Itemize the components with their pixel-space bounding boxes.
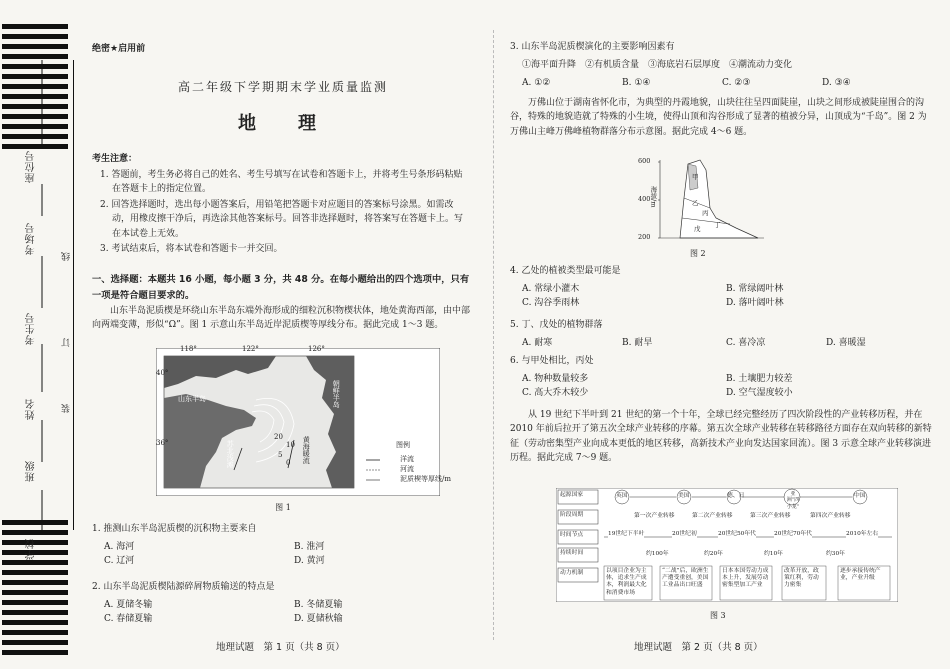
lon-label: 126° — [308, 345, 325, 353]
page-2 — [510, 0, 940, 669]
question-1-options — [104, 540, 484, 569]
duration-label: 约20年 — [704, 551, 723, 557]
figure-2-labels — [640, 158, 770, 244]
duration-label: 约30年 — [826, 551, 845, 557]
question-2-options — [104, 598, 484, 627]
binding-field-class: 班级 — [26, 460, 37, 482]
top-stripes — [2, 24, 68, 154]
page-divider — [493, 30, 494, 640]
section-heading: 一、选择题：本题共 16 小题，每小题 3 分，共 48 分。在每小题给出的四个选项中，只有一项是符合题目要求的。 — [92, 274, 470, 301]
time-label: 20世纪50年代 — [718, 531, 756, 537]
row-label: 阶段周期 — [560, 512, 584, 518]
option[interactable]: A. 海河 — [104, 542, 135, 552]
place-label: 黄海暖流 — [302, 436, 311, 464]
option[interactable]: A. 常绿小灌木 — [522, 284, 580, 294]
question-3-stem: 3. 山东半岛泥质楔演化的主要影响因素有 — [510, 42, 675, 52]
y-tick: 200 — [638, 233, 651, 241]
exam-title: 高二年级下学期期末学业质量监测 — [177, 80, 388, 94]
contour-label: 5 — [278, 451, 283, 459]
country-label: 美国 — [678, 493, 690, 499]
question-5-stem: 5. 丁、戊处的植物群落 — [510, 320, 603, 330]
legend-item: 洋流 — [400, 455, 414, 463]
option[interactable]: D. 落叶阔叶林 — [726, 298, 784, 309]
zone-label: 戊 — [694, 225, 701, 233]
duration-label: 约10年 — [764, 551, 783, 557]
mechanism-text: 逐步承接传统产业，产业升级 — [840, 568, 881, 582]
notice-item: 1. 答题前，考生务必将自己的姓名、考生号填写在试卷和答题卡上，并将考生号条形码粘贴在答题卡上的指定位置。 — [100, 170, 463, 195]
option[interactable]: D. 喜暖湿 — [826, 338, 866, 348]
binding-field-student-id: 考生号 — [26, 312, 37, 345]
zone-label: 乙 — [692, 199, 699, 207]
figure-1-caption: 图 1 — [275, 503, 291, 512]
legend-item: 河流 — [400, 465, 414, 473]
place-label: 朝鲜半岛 — [332, 380, 341, 408]
stage-label: 第四次产业转移 — [810, 513, 851, 519]
country-label: 英国 — [616, 493, 628, 499]
stage-label: 第二次产业转移 — [692, 513, 733, 519]
y-tick: 600 — [638, 157, 651, 165]
intro-paragraph-2: 万佛山位于湖南省怀化市，为典型的丹霞地貌，山块往往呈四面陡崖，山块之间形成被陡崖围合的沟谷，特殊的地貌造就了特殊的小生境，使得山顶和沟谷形成了显著的植被分异，山顶成为“千岛”。图 2 为万佛山主峰万佛峰植物群落分布示意图。据此完成 4～6 题。 — [510, 98, 927, 137]
row-label: 动力机制 — [560, 570, 584, 576]
figure-2-caption: 图 2 — [690, 249, 706, 258]
option[interactable]: A. ①② — [522, 78, 551, 88]
row-label: 时间节点 — [560, 532, 584, 538]
question-5-options — [522, 336, 932, 350]
mechanism-text: 日本本国劳动力成本上升，发展劳动密集型加工产业 — [722, 568, 769, 589]
place-label: 山东半岛 — [178, 395, 206, 403]
lon-label: 122° — [242, 345, 259, 353]
y-axis-label: 海拔/m — [649, 186, 658, 208]
option[interactable]: C. ②③ — [722, 78, 751, 88]
question-6-options — [522, 372, 932, 401]
option[interactable]: B. 耐旱 — [622, 338, 653, 348]
place-label: 苏北浅滩 — [226, 440, 235, 468]
notice-item: 3. 考试结束后，将本试卷和答题卡一并交回。 — [100, 243, 283, 254]
country-label: 亚洲“四小龙” — [786, 491, 800, 510]
notice-list — [100, 168, 470, 257]
time-label: 19世纪下半叶 — [608, 531, 645, 537]
contour-label: 0 — [286, 459, 291, 467]
option[interactable]: A. 耐寒 — [522, 338, 553, 348]
question-3-factors: ①海平面升降 ②有机质含量 ③海底岩石层厚度 ④潮流动力变化 — [522, 60, 793, 70]
intro-paragraph-3: 从 19 世纪下半叶到 21 世纪的第一个十年，全球已经完整经历了四次阶段性的产业转移历程，并在 2010 年前后拉开了第五次全球产业转移的序幕。第五次全球产业转移在转移路径方面存在双向转移的新特征（劳动密集型产业向成本更低的地区转移，高新技术产业向发达国家回流）。图 3 示意全球产业转移演进历程。据此完成 7～9 题。 — [510, 410, 932, 464]
mechanism-text: 改革开放，政策红利，劳动力密集 — [784, 568, 819, 589]
contour-label: 10 — [286, 441, 295, 449]
option[interactable]: B. 淮河 — [294, 542, 325, 552]
binding-field-seat: 座位号 — [26, 150, 37, 183]
option[interactable]: D. 黄河 — [294, 556, 325, 567]
option[interactable]: B. ①④ — [622, 78, 651, 88]
figure-1-map — [156, 348, 440, 496]
zone-label: 丙 — [702, 209, 709, 217]
zone-label: 甲 — [692, 173, 699, 181]
binding-field-room: 考场号 — [26, 222, 37, 255]
legend-title: 图例 — [396, 441, 410, 449]
binding-strip — [0, 0, 82, 669]
row-label: 持续时间 — [560, 550, 584, 556]
legend-item: 泥质楔等厚线/m — [400, 475, 451, 483]
question-1-stem: 1. 推测山东半岛泥质楔的沉积物主要来自 — [92, 524, 257, 534]
page-2-footer: 地理试题 第 2 页（共 8 页） — [634, 642, 763, 653]
binding-line — [73, 60, 74, 530]
question-3-options — [522, 76, 932, 90]
row-label: 起源国家 — [560, 492, 584, 498]
question-4-stem: 4. 乙处的植被类型最可能是 — [510, 266, 621, 276]
stage-label: 第一次产业转移 — [634, 513, 675, 519]
y-tick: 400 — [638, 195, 651, 203]
binding-mark-bind: 订 — [62, 338, 72, 347]
lat-label: 36° — [156, 439, 169, 447]
mechanism-text: “二战”后，欧洲生产遭受重创，美国工业品出口旺盛 — [662, 568, 709, 589]
option[interactable]: D. ③④ — [822, 78, 851, 88]
figure-3-labels — [556, 488, 898, 602]
country-label: 中国 — [854, 493, 866, 499]
option[interactable]: A. 物种数量较多 — [522, 374, 589, 384]
stage-label: 第三次产业转移 — [750, 513, 791, 519]
lat-label: 40° — [156, 369, 169, 377]
question-4-options — [522, 282, 932, 311]
binding-field-school: 学校 — [26, 538, 37, 560]
mechanism-text: 以项目企业为主体，追求生产成本，利润最大化和消费市场 — [606, 568, 647, 596]
contour-label: 20 — [274, 433, 283, 441]
time-label: 20世纪初 — [672, 531, 697, 537]
lon-label: 118° — [180, 345, 197, 353]
question-2-stem: 2. 山东半岛泥质楔陆源碎屑物质输送的特点是 — [92, 582, 275, 592]
option[interactable]: C. 春储夏输 — [104, 614, 153, 625]
option[interactable]: C. 辽河 — [104, 556, 135, 567]
option[interactable]: D. 夏储秋输 — [294, 614, 343, 625]
duration-label: 约100年 — [646, 551, 669, 557]
notice-heading: 考生注意： — [92, 154, 138, 164]
time-label: 20世纪70年代 — [774, 531, 812, 537]
time-label: 2010年左右 — [846, 531, 879, 537]
figure-3-caption: 图 3 — [710, 611, 726, 620]
option[interactable]: B. 常绿阔叶林 — [726, 284, 784, 294]
secret-label: 绝密★启用前 — [92, 44, 146, 54]
notice-item: 2. 回答选择题时，选出每小题答案后，用铅笔把答题卡对应题目的答案标号涂黑。如需改动，用橡皮擦干净后，再选涂其他答案标号。回答非选择题时，将答案写在答题卡上。写在本试卷上无效。 — [100, 199, 464, 239]
option[interactable]: C. 喜冷凉 — [726, 338, 766, 348]
page-1 — [88, 0, 478, 669]
option[interactable]: C. 高大乔木较少 — [522, 388, 589, 399]
question-6-stem: 6. 与甲处相比，丙处 — [510, 356, 594, 366]
option[interactable]: C. 沟谷季雨林 — [522, 298, 580, 309]
subject-title: 地 理 — [238, 113, 328, 134]
binding-mark-line: 线 — [62, 252, 72, 261]
page-1-footer: 地理试题 第 1 页（共 8 页） — [216, 642, 345, 653]
binding-underlines — [36, 60, 50, 530]
binding-mark-staple: 装 — [62, 404, 72, 413]
option[interactable]: A. 夏储冬输 — [104, 600, 153, 610]
binding-field-name: 姓名 — [26, 398, 37, 420]
option[interactable]: B. 冬储夏输 — [294, 600, 343, 610]
country-label: 德、日 — [727, 493, 745, 499]
intro-paragraph-1: 山东半岛泥质楔是环绕山东半岛东端外海形成的细粒沉积物楔状体，地处黄海西部，由中部向两端变薄，形似“Ω”。图 1 示意山东半岛近岸泥质楔等厚线分布。据此完成 1～3 题。 — [92, 306, 471, 331]
option[interactable]: B. 土壤肥力较差 — [726, 374, 793, 384]
option[interactable]: D. 空气湿度较小 — [726, 388, 793, 399]
zone-label: 丁 — [714, 221, 721, 229]
